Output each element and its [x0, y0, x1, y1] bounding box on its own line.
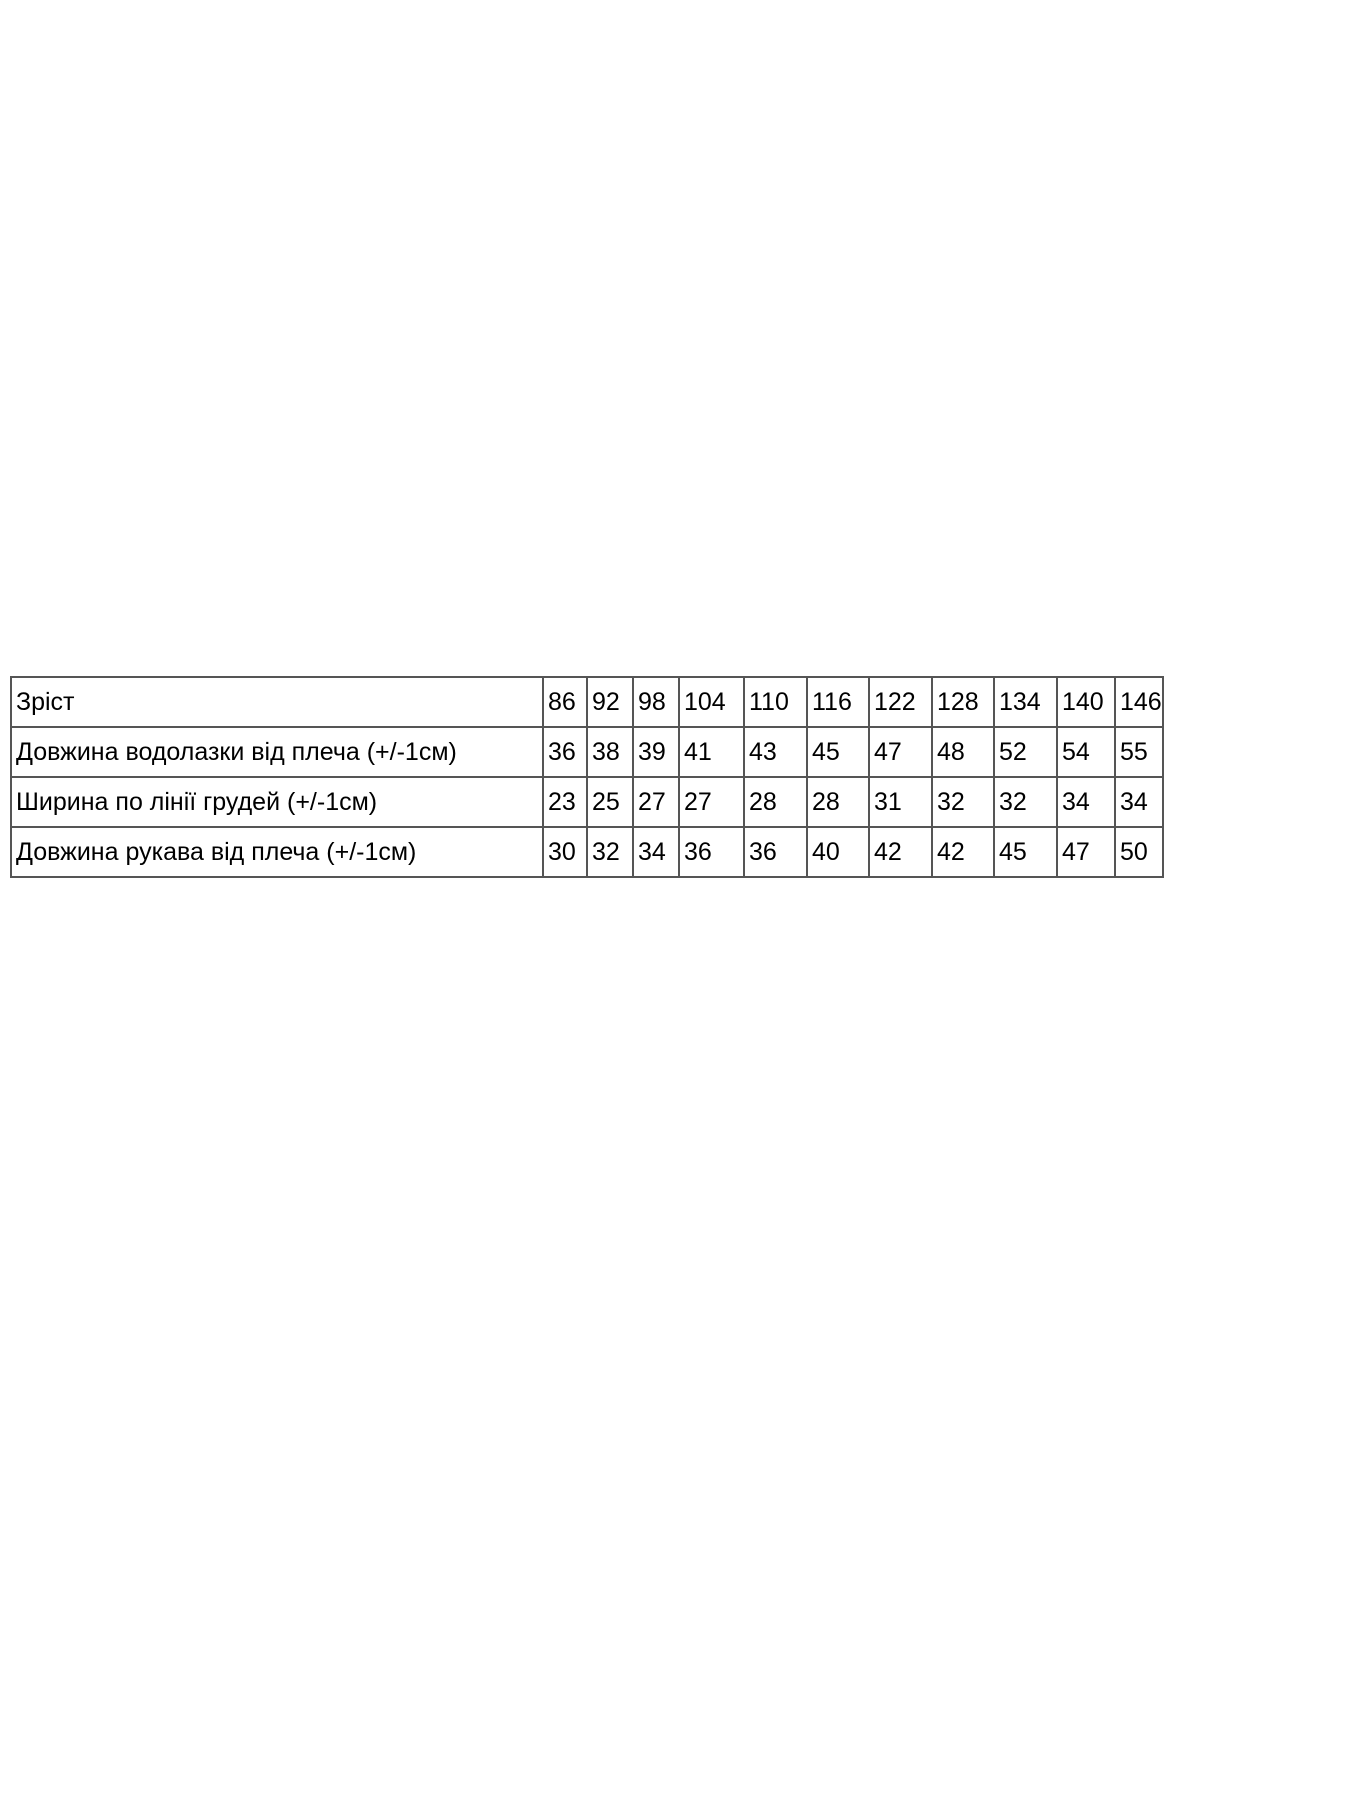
- table-cell: 98: [633, 677, 679, 727]
- table-cell: 34: [1057, 777, 1115, 827]
- table-cell: 32: [932, 777, 994, 827]
- table-cell: 110: [744, 677, 807, 727]
- table-cell: 128: [932, 677, 994, 727]
- table-cell: 27: [633, 777, 679, 827]
- table-cell: 52: [994, 727, 1057, 777]
- table-cell: 45: [994, 827, 1057, 877]
- table-cell: 32: [994, 777, 1057, 827]
- table-cell: 140: [1057, 677, 1115, 727]
- row-label: Довжина водолазки від плеча (+/-1см): [11, 727, 543, 777]
- table-cell: 146: [1115, 677, 1163, 727]
- size-chart-table: [10, 676, 1164, 878]
- row-label: Ширина по лінії грудей (+/-1см): [11, 777, 543, 827]
- table-cell: 38: [587, 727, 633, 777]
- table-cell: 27: [679, 777, 744, 827]
- size-chart-container: [10, 676, 1162, 878]
- table-cell: 40: [807, 827, 869, 877]
- table-cell: 122: [869, 677, 932, 727]
- table-cell: 116: [807, 677, 869, 727]
- table-cell: 42: [932, 827, 994, 877]
- table-cell: 28: [744, 777, 807, 827]
- table-cell: 50: [1115, 827, 1163, 877]
- table-row: [11, 827, 1163, 877]
- table-cell: 45: [807, 727, 869, 777]
- table-cell: 43: [744, 727, 807, 777]
- table-cell: 55: [1115, 727, 1163, 777]
- table-cell: 32: [587, 827, 633, 877]
- table-cell: 36: [679, 827, 744, 877]
- table-cell: 36: [543, 727, 587, 777]
- row-label: Зріст: [11, 677, 543, 727]
- table-cell: 42: [869, 827, 932, 877]
- table-row: [11, 727, 1163, 777]
- row-label: Довжина рукава від плеча (+/-1см): [11, 827, 543, 877]
- table-cell: 48: [932, 727, 994, 777]
- table-cell: 34: [633, 827, 679, 877]
- table-cell: 47: [869, 727, 932, 777]
- table-row: [11, 777, 1163, 827]
- table-cell: 47: [1057, 827, 1115, 877]
- table-cell: 30: [543, 827, 587, 877]
- table-cell: 54: [1057, 727, 1115, 777]
- table-row: [11, 677, 1163, 727]
- table-cell: 36: [744, 827, 807, 877]
- table-cell: 92: [587, 677, 633, 727]
- table-cell: 39: [633, 727, 679, 777]
- table-cell: 41: [679, 727, 744, 777]
- table-cell: 25: [587, 777, 633, 827]
- table-cell: 134: [994, 677, 1057, 727]
- table-cell: 23: [543, 777, 587, 827]
- table-cell: 104: [679, 677, 744, 727]
- table-cell: 31: [869, 777, 932, 827]
- table-cell: 86: [543, 677, 587, 727]
- table-cell: 28: [807, 777, 869, 827]
- table-cell: 34: [1115, 777, 1163, 827]
